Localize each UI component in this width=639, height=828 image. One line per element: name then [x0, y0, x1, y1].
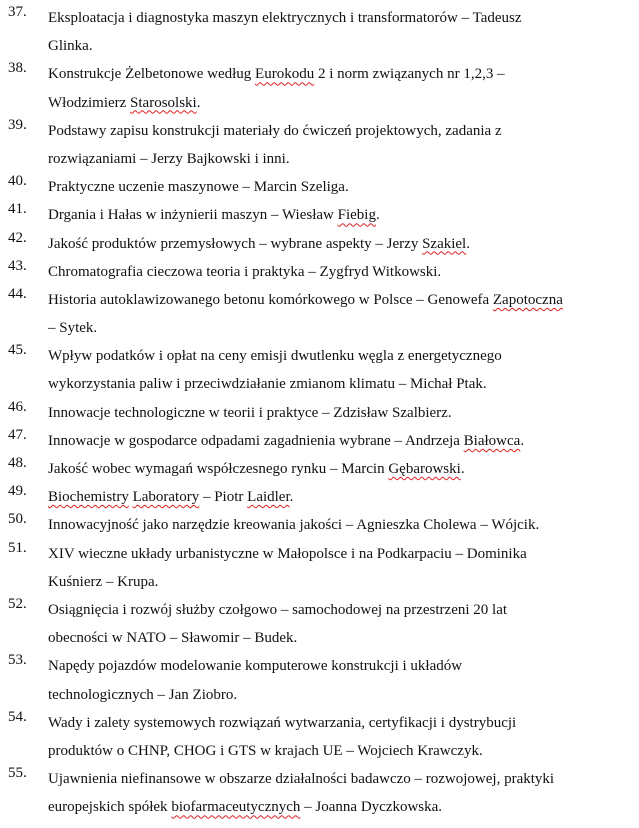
list-item [0, 286, 639, 342]
text-run: . [289, 489, 294, 506]
list-item-text [48, 511, 613, 539]
text-line [48, 737, 613, 765]
text-run: Podstawy zapisu konstrukcji materiały do ćwiczeń projektowych, zadania z [48, 122, 502, 139]
list-item-number: 54. [8, 708, 27, 725]
spellcheck-word: Gębarowski [388, 461, 461, 477]
text-run: Innowacje technologiczne w teorii i praktyce – Zdzisław Szalbierz. [48, 404, 452, 421]
text-run: Praktyczne uczenie maszynowe – Marcin Szeliga. [48, 179, 349, 196]
list-item [0, 342, 639, 398]
list-item [0, 399, 639, 427]
spellcheck-word: Białowca [463, 432, 521, 449]
text-line [48, 399, 613, 427]
list-item-text [48, 399, 613, 427]
list-item-text [48, 483, 613, 511]
text-run: . [520, 432, 525, 449]
text-line [48, 342, 613, 370]
list-item [0, 173, 639, 201]
text-line [48, 145, 613, 173]
list-item-number: 48. [8, 455, 27, 471]
list-item [0, 60, 639, 116]
list-item-text [48, 540, 613, 596]
text-run: 2 i norm związanych nr 1,2,3 – [314, 66, 505, 83]
text-run: Ujawnienia niefinansowe w obszarze działalności badawczo – rozwojowej, praktyki [48, 771, 555, 788]
text-run: . [466, 235, 470, 252]
list-item-text [48, 201, 613, 229]
list-item-text [48, 117, 613, 173]
spellcheck-word: Szakiel [422, 235, 467, 252]
text-line [48, 286, 613, 314]
list-item-number: 52. [8, 595, 27, 612]
list-item-number: 46. [8, 398, 27, 415]
list-item [0, 765, 639, 821]
text-run: Wpływ podatków i opłat na ceny emisji dwutlenku węgla z energetycznego [48, 348, 502, 365]
text-line [48, 89, 613, 117]
text-run: Jakość produktów przemysłowych – wybrane aspekty – Jerzy [48, 235, 423, 252]
list-item [0, 709, 639, 765]
text-run: Napędy pojazdów modelowanie komputerowe konstrukcji i układów [48, 658, 463, 675]
text-run: Innowacje w gospodarce odpadami zagadnienia wybrane – Andrzeja [48, 432, 464, 449]
list-item [0, 652, 639, 708]
text-line [48, 230, 613, 258]
list-item-number: 44. [8, 285, 27, 302]
list-item [0, 427, 639, 455]
list-item-number: 37. [8, 4, 27, 20]
text-line [48, 258, 613, 286]
list-item [0, 201, 639, 229]
list-item-number: 50. [8, 511, 27, 528]
list-item-text [48, 596, 613, 652]
list-item [0, 596, 639, 652]
text-run: technologicznych – Jan Ziobro. [48, 686, 238, 703]
text-run: obecności w NATO – Sławomir – Budek. [48, 630, 298, 647]
text-run: produktów o CHNP, CHOG i GTS w krajach UE – Wojciech Krawczyk. [48, 742, 483, 759]
spellcheck-word: Laboratory [132, 489, 200, 506]
text-run: Konstrukcje Żelbetonowe według [48, 66, 256, 83]
spellcheck-word: Biochemistry [48, 489, 129, 506]
list-item-text [48, 342, 613, 398]
text-run: europejskich spółek [48, 799, 172, 816]
text-run: . [196, 94, 201, 111]
list-item [0, 4, 639, 60]
list-item-number: 55. [8, 765, 27, 782]
list-item-number: 38. [8, 60, 27, 77]
text-line [48, 173, 613, 201]
list-item-number: 41. [8, 201, 27, 218]
text-line [48, 117, 613, 145]
text-line [48, 765, 613, 793]
text-line [48, 60, 613, 88]
list-item-number: 43. [8, 257, 27, 274]
spellcheck-word: Fiebig [337, 207, 376, 224]
book-list [0, 4, 639, 821]
text-run: Historia autoklawizowanego betonu komórkowego w Polsce – Genowefa [48, 291, 493, 308]
text-line [48, 596, 613, 624]
list-item-number: 49. [8, 483, 27, 500]
text-run: XIV wieczne układy urbanistyczne w Małopolsce i na Podkarpaciu – Dominika [48, 545, 527, 562]
text-line [48, 427, 613, 455]
spellcheck-word: Starosolski [130, 94, 197, 111]
text-run: – Piotr [199, 489, 248, 506]
list-item-number: 45. [8, 342, 27, 359]
list-item-number: 39. [8, 116, 27, 133]
text-run: Eksploatacja i diagnostyka maszyn elektrycznych i transformatorów – Tadeusz [48, 10, 522, 26]
list-item-text [48, 230, 613, 258]
text-run: Chromatografia cieczowa teoria i praktyka – Zygfryd Witkowski. [48, 263, 442, 280]
spellcheck-word: biofarmaceutycznych [171, 799, 301, 816]
list-item-text [48, 765, 613, 821]
spellcheck-word: Laidler [247, 489, 290, 506]
text-run: . [375, 207, 380, 224]
text-run: Glinka. [48, 38, 93, 55]
list-item [0, 455, 639, 483]
text-line [48, 681, 613, 709]
list-item-text [48, 258, 613, 286]
text-line [48, 624, 613, 652]
text-line [48, 4, 613, 32]
list-item-text [48, 286, 613, 342]
text-run: Włodzimierz [48, 94, 131, 111]
text-run: Innowacyjność jako narzędzie kreowania jakości – Agnieszka Cholewa – Wójcik. [48, 517, 540, 534]
spellcheck-word: Zapotoczna [492, 291, 563, 308]
list-item-number: 53. [8, 652, 27, 669]
list-item-number: 42. [8, 229, 27, 246]
text-line [48, 709, 613, 737]
text-line [48, 483, 613, 511]
list-item [0, 258, 639, 286]
list-item-number: 40. [8, 173, 27, 190]
text-run: wykorzystania paliw i przeciwdziałanie zmianom klimatu – Michał Ptak. [48, 376, 487, 393]
list-item [0, 117, 639, 173]
list-item [0, 483, 639, 511]
list-item-text [48, 4, 613, 60]
spellcheck-word: Eurokodu [255, 66, 315, 83]
text-run: rozwiązaniami – Jerzy Bajkowski i inni. [48, 150, 290, 167]
text-line [48, 511, 613, 539]
text-run: – Sytek. [48, 320, 98, 337]
list-item-text [48, 709, 613, 765]
text-line [48, 370, 613, 398]
text-line [48, 32, 613, 60]
list-item-number: 47. [8, 426, 27, 443]
text-line [48, 568, 613, 596]
text-run: Kuśnierz – Krupa. [48, 573, 159, 590]
list-item-text [48, 173, 613, 201]
text-run: Jakość wobec wymagań współczesnego rynku – Marcin [48, 461, 389, 477]
list-item-text [48, 60, 613, 116]
text-run: Osiągnięcia i rozwój służby czołgowo – samochodowej na przestrzeni 20 lat [48, 601, 508, 618]
text-run: . [460, 461, 465, 477]
list-item [0, 511, 639, 539]
list-item-text [48, 427, 613, 455]
text-run: Drgania i Hałas w inżynierii maszyn – Wiesław [48, 207, 338, 224]
text-line [48, 314, 613, 342]
list-item [0, 540, 639, 596]
text-line [48, 455, 613, 483]
text-run: – Joanna Dyczkowska. [300, 799, 443, 816]
text-run: Wady i zalety systemowych rozwiązań wytwarzania, certyfikacji i dystrybucji [48, 714, 517, 731]
text-line [48, 540, 613, 568]
list-item [0, 230, 639, 258]
list-item-number: 51. [8, 539, 27, 556]
list-item-text [48, 652, 613, 708]
text-line [48, 793, 613, 821]
text-line [48, 201, 613, 229]
list-item-text [48, 455, 613, 483]
text-line [48, 652, 613, 680]
